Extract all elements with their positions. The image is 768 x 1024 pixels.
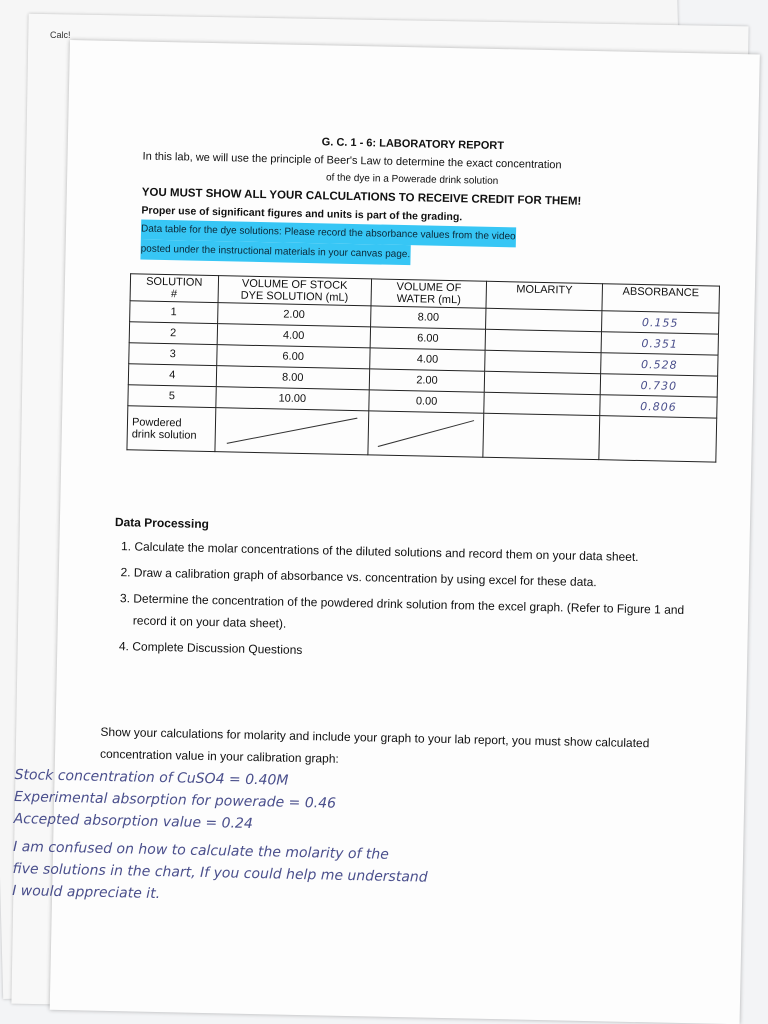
cell-powdered-water bbox=[368, 411, 484, 457]
cell-water-volume: 6.00 bbox=[370, 327, 486, 350]
grading-note: Proper use of significant figures and units is part of the grading. bbox=[141, 204, 463, 224]
cell-stock-volume: 6.00 bbox=[216, 345, 370, 369]
highlighted-instruction: posted under the instructional materials in your canvas page. bbox=[140, 240, 410, 266]
cell-powdered-absorbance bbox=[599, 416, 717, 462]
cell-molarity bbox=[486, 308, 602, 331]
strike-line bbox=[372, 412, 479, 452]
handwritten-line: five solutions in the chart, If you could help me understand bbox=[12, 860, 428, 886]
cell-powdered-stock bbox=[214, 408, 368, 455]
cell-stock-volume: 2.00 bbox=[217, 303, 371, 327]
cell-absorbance: 0.806 bbox=[600, 395, 717, 418]
handwritten-line: Stock concentration of CuSO4 = 0.40M bbox=[14, 767, 289, 789]
data-processing-section bbox=[112, 511, 715, 674]
column-header-solution: SOLUTION # bbox=[130, 274, 218, 303]
cell-stock-volume: 4.00 bbox=[217, 324, 371, 348]
handwritten-line: I am confused on how to calculate the molarity of the bbox=[12, 838, 389, 863]
lab-report-page bbox=[11, 40, 760, 1024]
section-title: Data Processing bbox=[114, 515, 210, 532]
cell-absorbance: 0.351 bbox=[601, 332, 718, 355]
cell-water-volume: 2.00 bbox=[369, 369, 485, 392]
cell-solution: 4 bbox=[128, 364, 216, 387]
cell-absorbance: 0.155 bbox=[601, 311, 718, 334]
data-table bbox=[126, 273, 720, 462]
cell-absorbance: 0.528 bbox=[601, 353, 718, 376]
cell-solution: 2 bbox=[129, 322, 217, 345]
cell-water-volume: 0.00 bbox=[369, 390, 485, 413]
cell-stock-volume: 10.00 bbox=[215, 387, 369, 411]
handwritten-line: Accepted absorption value = 0.24 bbox=[13, 810, 253, 832]
calculation-instruction: Show your calculations for molarity and include your graph to your lab report, you must show calculated concentration value in your calibration graph: bbox=[99, 724, 650, 766]
list-item: 4. Complete Discussion Questions bbox=[132, 635, 712, 669]
cell-solution: 5 bbox=[128, 385, 216, 408]
column-header-molarity: MOLARITY bbox=[486, 281, 602, 310]
intro-line: In this lab, we will use the principle of Beer's Law to determine the exact concentration bbox=[142, 150, 562, 172]
cell-powdered-label: Powdered drink solution bbox=[127, 406, 215, 452]
cell-molarity bbox=[485, 329, 601, 352]
report-title: G. C. 1 - 6: LABORATORY REPORT bbox=[321, 136, 505, 153]
handwritten-notes bbox=[12, 764, 695, 916]
handwritten-line: I would appreciate it. bbox=[11, 882, 161, 903]
corner-label: Calc! bbox=[50, 30, 71, 40]
cell-water-volume: 8.00 bbox=[371, 306, 487, 329]
column-header-stock: VOLUME OF STOCK DYE SOLUTION (mL) bbox=[218, 276, 372, 306]
cell-absorbance: 0.730 bbox=[600, 374, 717, 397]
list-item: 1. Calculate the molar concentrations of the diluted solutions and record them on your data sheet. bbox=[134, 535, 714, 569]
cell-solution: 3 bbox=[129, 343, 217, 366]
list-item: 3. Determine the concentration of the powdered drink solution from the excel graph. (Refer to Figure 1 and record it on your data sheet). bbox=[133, 587, 714, 643]
cell-molarity bbox=[484, 392, 600, 415]
cell-molarity bbox=[484, 371, 600, 394]
highlighted-instruction: Data table for the dye solutions: Please record the absorbance values from the video bbox=[141, 220, 516, 248]
column-header-water: VOLUME OF WATER (mL) bbox=[371, 279, 487, 308]
cell-molarity bbox=[485, 350, 601, 373]
intro-line: of the dye in a Powerade drink solution bbox=[325, 172, 499, 187]
report-header bbox=[140, 130, 683, 271]
column-header-absorbance: ABSORBANCE bbox=[602, 284, 720, 313]
strike-line bbox=[219, 409, 364, 450]
instruction-list bbox=[112, 535, 714, 670]
cell-water-volume: 4.00 bbox=[370, 348, 486, 371]
cell-stock-volume: 8.00 bbox=[216, 366, 370, 390]
must-show-notice: YOU MUST SHOW ALL YOUR CALCULATIONS TO RECEIVE CREDIT FOR THEM! bbox=[141, 186, 582, 208]
cell-solution: 1 bbox=[130, 301, 218, 324]
list-item: 2. Draw a calibration graph of absorbance vs. concentration by using excel for these data. bbox=[134, 561, 714, 595]
handwritten-line: Experimental absorption for powerade = 0.46 bbox=[13, 788, 337, 812]
cell-powdered-molarity bbox=[483, 413, 600, 459]
